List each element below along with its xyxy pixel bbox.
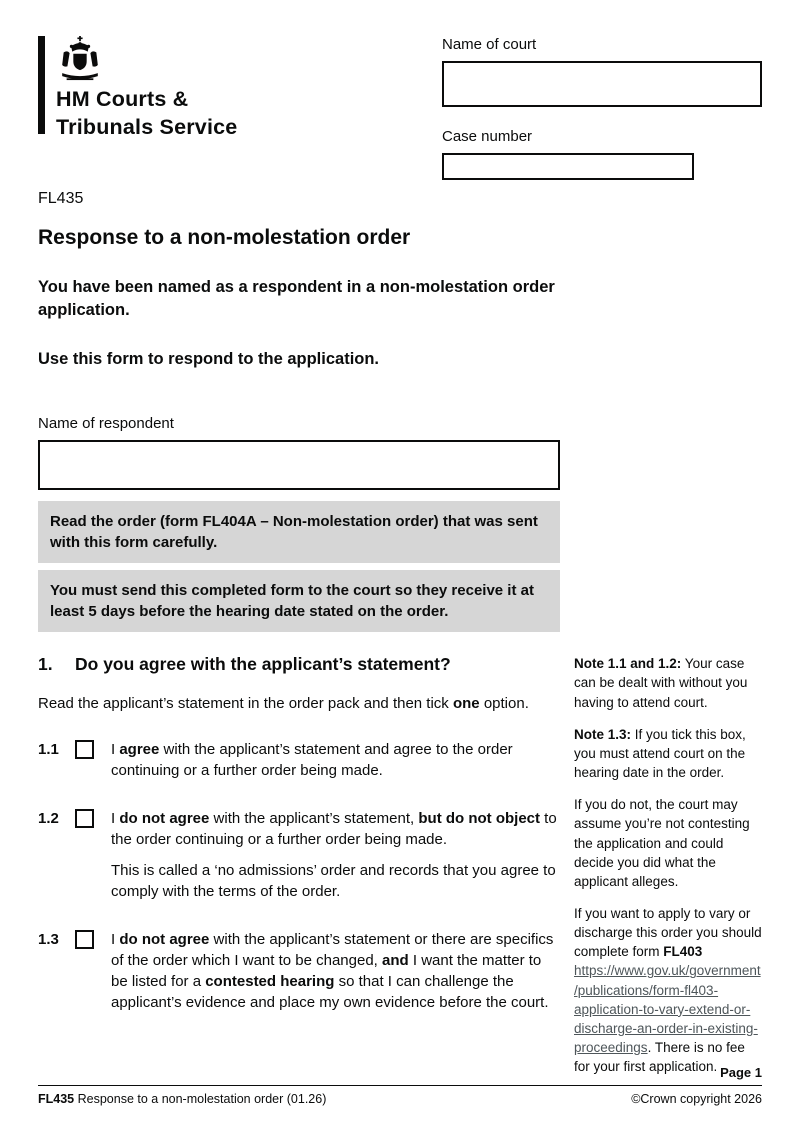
respondent-name-label: Name of respondent (38, 415, 174, 433)
fl403-link[interactable]: https://www.gov.uk/government/publications/form-fl403-application-to-vary-extend-or-discharge-an-order-in-existing-proceedings (574, 963, 761, 1056)
hmcts-logo (38, 36, 237, 142)
respondent-name-input[interactable] (38, 440, 560, 490)
option-text-1-1 (111, 739, 560, 781)
header (38, 36, 762, 180)
name-of-court-label: Name of court (442, 36, 537, 53)
section-1-heading-row (38, 654, 560, 675)
side-notes (574, 654, 762, 1089)
footer-row (38, 1092, 762, 1106)
option-number-1-3: 1.3 (38, 931, 59, 949)
name-of-court-input[interactable] (442, 61, 762, 107)
checkbox-agree[interactable] (75, 740, 94, 759)
org-name (56, 85, 237, 142)
checkbox-contested-hearing[interactable] (75, 930, 94, 949)
footer-rule (38, 1085, 762, 1086)
court-fields (442, 36, 762, 180)
logo-bar (38, 36, 45, 134)
question-1 (38, 654, 560, 1089)
royal-crest-icon (56, 36, 237, 82)
option-row-1-3 (38, 929, 560, 1013)
page-number: Page 1 (720, 1065, 762, 1080)
note-non-attendance-warning: If you do not, the court may assume you’re not contesting the application and could decide you did what the applicant alleges. (574, 797, 750, 889)
option-1-3-statement: I do not agree with the applicant’s statement or there are specifics of the order which I want to be changed, and I want the matter to be listed for a contested hearing so that I can challenge the applicant’s evidence and place my own evidence before the court. (111, 931, 554, 1012)
org-name-line2: Tribunals Service (56, 115, 238, 140)
option-1-2-statement: I do not agree with the applicant’s statement, but do not object to the order continuing or a further order being made. (111, 810, 557, 849)
note-fl403-vary-discharge: If you want to apply to vary or discharge this order you should complete form FL403 https://www.gov.uk/government/publications/form-fl403-application-to-vary-extend-or-discharge-an-order-in-existing-proceedings. There is no fee for your first application. (574, 906, 762, 1075)
checkbox-no-admissions[interactable] (75, 809, 94, 828)
option-1-1-statement: I agree with the applicant’s statement and agree to the order continuing or a further order being made. (111, 741, 513, 780)
intro-use-this-form: Use this form to respond to the application. (38, 350, 380, 369)
page-title: Response to a non-molestation order (38, 226, 411, 249)
notice-read-order: Read the order (form FL404A – Non-molestation order) that was sent with this form carefully. (38, 501, 560, 563)
note-1-1-and-1-2: Note 1.1 and 1.2: Your case can be dealt with without you having to attend court. (574, 656, 748, 710)
intro-respondent-named: You have been named as a respondent in a non-molestation order application. (38, 278, 555, 320)
question-and-notes (38, 654, 762, 1089)
option-row-1-1 (38, 739, 560, 781)
notice-send-deadline: You must send this completed form to the court so they receive it at least 5 days before the hearing date stated on the order. (38, 570, 560, 632)
section-1-number: 1. (38, 654, 53, 675)
case-number-input[interactable] (442, 153, 694, 180)
section-1-heading: Do you agree with the applicant’s statement? (75, 654, 451, 675)
org-name-line1: HM Courts & (56, 87, 189, 111)
case-number-label: Case number (442, 128, 533, 145)
note-1-3: Note 1.3: If you tick this box, you must attend court on the hearing date in the order. (574, 726, 746, 781)
option-number-1-2: 1.2 (38, 810, 59, 828)
form-id: FL435 (38, 190, 84, 207)
footer (38, 1065, 762, 1106)
option-1-2-explanation: This is called a ‘no admissions’ order and records that you agree to comply with the terms of the order. (111, 862, 556, 901)
option-number-1-1: 1.1 (38, 741, 59, 759)
footer-copyright: ©Crown copyright 2026 (631, 1092, 762, 1106)
option-text-1-2 (111, 808, 560, 902)
footer-form-reference: FL435 Response to a non-molestation order (01.26) (38, 1092, 327, 1106)
section-1-instruction: Read the applicant’s statement in the order pack and then tick one option. (38, 695, 529, 713)
option-text-1-3 (111, 929, 560, 1013)
option-row-1-2 (38, 808, 560, 902)
